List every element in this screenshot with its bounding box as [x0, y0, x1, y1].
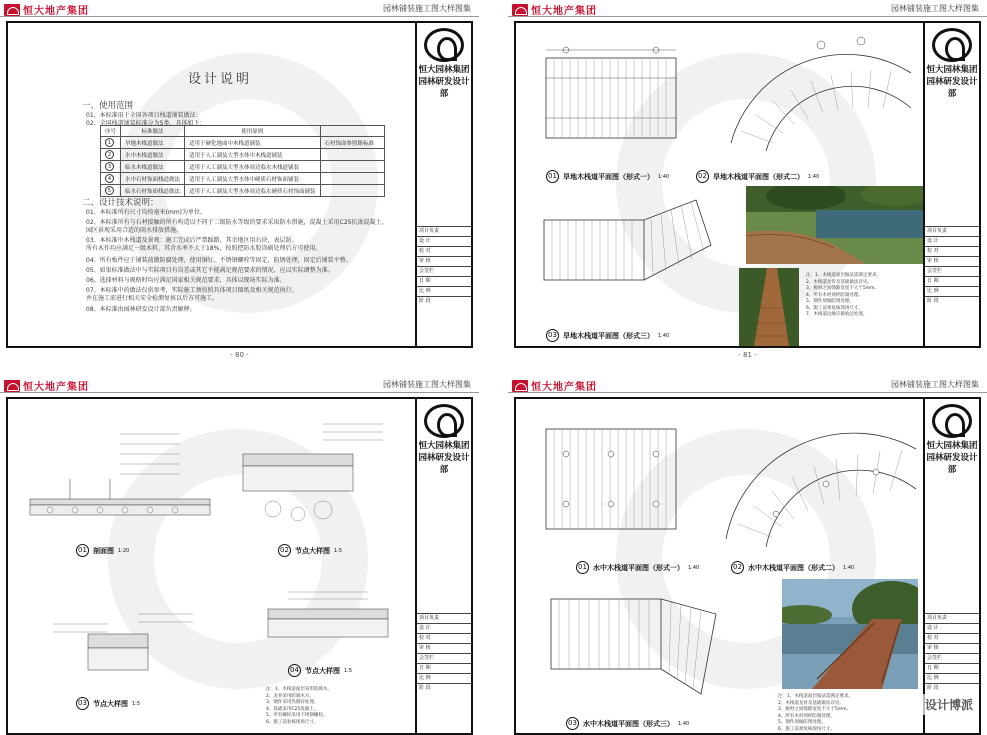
company-logo: 恒大地产集团 — [512, 378, 597, 393]
company-logo: 恒大地产集团 — [4, 378, 89, 393]
title-block — [415, 399, 471, 733]
water-boardwalk-plan-1 — [536, 414, 696, 544]
drawing-notes: 注：1、木栈道面层做法需满足要求。 2、木栈道龙骨及基础做法详见。 3、板材之间缝隙宽度不大于5mm。 4、所有木材须经防腐处理。 5、钢件须做防锈处理。 6、施工前须复核现场尺寸。 — [778, 694, 853, 732]
drawing-sheet-81 — [508, 0, 987, 360]
boardwalk-photo-path — [739, 268, 799, 346]
standard-table — [100, 125, 385, 197]
drawing-frame — [514, 397, 981, 735]
page-number: - 81 - — [738, 351, 757, 359]
logo-mark-icon — [512, 4, 528, 16]
figure-label: 02 旱地木栈道平面图（形式二） 1:40 — [696, 170, 819, 183]
boardwalk-plan-drawing-1 — [536, 43, 696, 153]
figure-label: 03 节点大样图 1:5 — [76, 697, 140, 710]
tech-item: 并在施工前进行相关安全检测复核以后方可施工。 — [86, 295, 219, 302]
node-detail-drawing-3 — [48, 604, 198, 684]
sheet-header — [0, 0, 479, 17]
page-title: 设计说明 — [188, 72, 253, 87]
tech-item: 所有木作均应满足一级木料，其含水率不大于18%，按照把防水胶涂刷处理后方可使用。 — [86, 245, 322, 252]
header-title: 园林铺装施工图大样图集 — [383, 380, 471, 389]
title-block-rows: 项目负责 设 计 校 对 审 核 会签栏 日 期 比 例 阶 段 — [925, 226, 979, 306]
logo-mark-icon — [4, 4, 20, 16]
tech-item: 07、本标准中的做法仅供参考，实际施工须按照具体项目图纸及相关规范执行。 — [86, 287, 298, 294]
header-title: 园林铺装施工图大样图集 — [891, 380, 979, 389]
node-detail-drawing-2 — [233, 414, 403, 534]
header-title: 园林铺装施工图大样图集 — [891, 4, 979, 13]
org-name: 恒大园林集团 园林研发设计部 — [418, 65, 470, 99]
drawing-frame — [514, 21, 981, 348]
figure-label: 02 水中木栈道平面图（形式二） 1:40 — [731, 561, 854, 574]
org-name: 恒大园林集团 园林研发设计部 — [926, 441, 978, 475]
table-row: 2 水中木栈道做法 适用于人工湖及大型水体中木栈道铺装 — [101, 149, 385, 161]
figure-label: 03 旱地木栈道平面图（形式三） 1:40 — [546, 329, 669, 342]
water-boardwalk-plan-3 — [541, 584, 741, 704]
scope-item: 02、全国栈道铺装标准分为5类，具体如下： — [86, 120, 206, 127]
drawing-notes: 注：1、木栈道面层做法需满足要求。 2、木栈道龙骨及基础做法详见。 3、板材之间缝隙宽度不大于5mm。 4、所有木材须经防腐处理。 5、钢件须做防锈处理。 6、施工前须复核现场尺寸。 7、木栈道边缘应做收边处理。 — [806, 273, 881, 317]
figure-label: 02 节点大样图 1:5 — [278, 544, 342, 557]
boardwalk-plan-drawing-3 — [536, 195, 716, 315]
node-detail-drawing-4 — [258, 584, 408, 654]
sheet-header — [508, 0, 987, 17]
tech-item: 06、选择材料与规格时均应满足国家相关规范要求，具体以现场实际为准。 — [86, 277, 286, 284]
title-block — [415, 23, 471, 346]
figure-label: 01 剖面图 1:20 — [76, 544, 129, 557]
drawing-sheet-water-boardwalk — [508, 376, 987, 735]
title-block — [923, 23, 979, 346]
org-name: 恒大园林集团 园林研发设计部 — [926, 65, 978, 99]
tech-item: 园区景观采用合适的雨水排放措施。 — [86, 227, 183, 234]
table-row: 3 临水木栈道做法 适用于人工湖及大型水体周边临水木栈道铺装 — [101, 161, 385, 173]
table-row: 5 临水石材饰面栈道做法 适用于人工湖及大型水体周边临水硬质石材饰面铺装 — [101, 185, 385, 197]
tech-item: 08、本标准由园林研发设计部负责解释。 — [86, 306, 196, 313]
table-header-row: 序号 标准做法 使用原则 — [101, 126, 385, 137]
tech-item: 05、如果标准做法中与实际项目有误差或其它不能满足规范要求的情况，应以实际调整为准。 — [86, 267, 334, 274]
logo-mark-icon — [512, 380, 528, 392]
title-block-rows: 项目负责 设 计 校 对 审 核 会签栏 日 期 比 例 阶 段 — [417, 226, 471, 306]
water-boardwalk-plan-2 — [706, 409, 926, 549]
drawing-sheet-80 — [0, 0, 479, 360]
org-logo-icon — [932, 404, 972, 438]
tech-item: 04、所有板件应于铺装前做防腐处理，使用铜钉、不锈钢螺栓等固定，防锈处理，固定后铺装平整。 — [86, 257, 352, 264]
drawing-frame — [6, 397, 473, 735]
org-logo-icon — [932, 28, 972, 62]
header-title: 园林铺装施工图大样图集 — [383, 4, 471, 13]
section-heading-scope: 一、使用范围 — [82, 101, 134, 111]
table-row: 4 水中石材饰面栈道做法 适用于人工湖及大型水体中硬质石材饰面铺装 — [101, 173, 385, 185]
page-number: - 80 - — [230, 351, 249, 359]
boardwalk-plan-drawing-2 — [711, 33, 926, 153]
figure-label: 03 水中木栈道平面图（形式三） 1:40 — [566, 717, 689, 730]
tech-item: 03、本标准中木栈道及景观：施工完成后严禁踩踏，其余地区用石块，表层防。 — [86, 237, 298, 244]
section-drawing — [20, 419, 220, 539]
figure-label: 01 水中木栈道平面图（形式一） 1:40 — [576, 561, 699, 574]
boardwalk-photo-pond — [746, 186, 926, 264]
logo-mark-icon — [4, 380, 20, 392]
tech-item: 02、本标准所有与石材接触的所有构造以不同于二级防水等级的要求采取防水措施，混凝土采用C25抗渗混凝土。 — [86, 219, 388, 226]
table-row: 1 旱地木栈道做法 适用于硬化地面中木栈道铺装 石材饰面参照路标准 — [101, 137, 385, 149]
section-heading-tech: 二、设计技术说明： — [82, 198, 159, 208]
figure-label: 04 节点大样图 1:5 — [288, 664, 352, 677]
title-block-rows: 项目负责 设 计 校 对 审 核 会签栏 日 期 比 例 阶 段 — [417, 613, 471, 693]
sheet-header — [508, 376, 987, 393]
title-block-rows: 项目负责 设 计 校 对 审 核 会签栏 日 期 比 例 阶 段 — [925, 613, 979, 693]
company-logo: 恒大地产集团 — [4, 2, 89, 17]
figure-label: 01 旱地木栈道平面图（形式一） 1:40 — [546, 170, 669, 183]
company-logo: 恒大地产集团 — [512, 2, 597, 17]
wechat-watermark: 设计博派 — [921, 694, 977, 715]
drawing-notes: 注：1、木栈道面层采用防腐木。 2、龙骨采用防腐木方。 3、钢件采用热镀锌处理。 4、基础采用C25混凝土。 5、所有螺栓采用不锈钢螺栓。 6、施工前复核现场尺寸。 — [266, 687, 332, 725]
org-logo-icon — [424, 28, 464, 62]
scope-item: 01、本标准用于全国各项目栈道铺装做法； — [86, 112, 202, 119]
title-block — [923, 399, 979, 733]
drawing-frame — [6, 21, 473, 348]
drawing-sheet-section — [0, 376, 479, 735]
tech-item: 01、本标准所有尺寸均按毫米(mm)为单位。 — [86, 209, 207, 216]
org-logo-icon — [424, 404, 464, 438]
sheet-header — [0, 376, 479, 393]
org-name: 恒大园林集团 园林研发设计部 — [418, 441, 470, 475]
water-boardwalk-photo — [782, 579, 918, 689]
